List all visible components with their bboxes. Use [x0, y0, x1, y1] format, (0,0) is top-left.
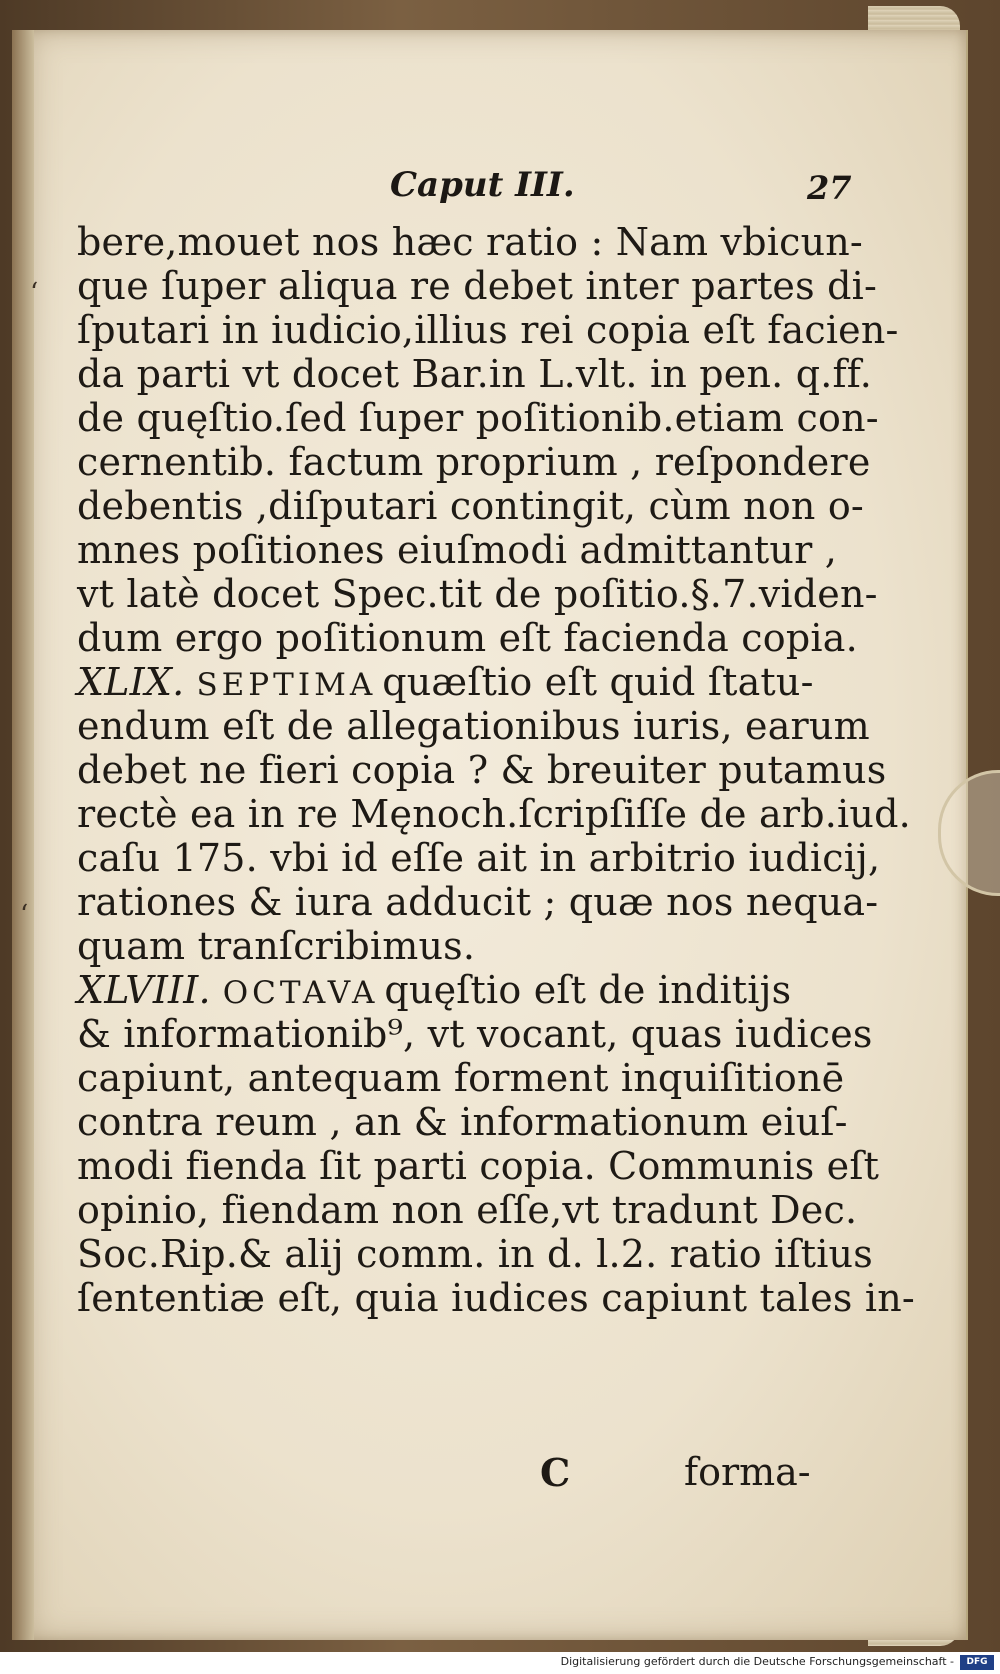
line-text: quæſtio eſt quid ſtatu- — [382, 660, 814, 704]
body-text — [77, 220, 915, 1320]
text-line — [77, 308, 899, 352]
margin-mark: ʻ — [20, 900, 29, 930]
text-line — [77, 352, 872, 396]
line-text: opinio, fiendam non eſſe,vt tradunt Dec. — [77, 1188, 858, 1232]
line-text: rectè ea in re Męnoch.ſcripſiſſe de arb.iud. — [77, 792, 911, 836]
line-text: dum ergo poſitionum eſt facienda copia. — [77, 616, 858, 660]
text-line — [77, 572, 878, 616]
text-line — [77, 616, 858, 660]
line-text: Soc.Rip.& alij comm. in d. l.2. ratio iſtius — [77, 1232, 873, 1276]
line-text: modi fienda ſit parti copia. Communis eſt — [77, 1144, 880, 1188]
text-line — [77, 1012, 873, 1056]
text-line — [77, 264, 877, 308]
text-line — [77, 792, 911, 836]
book-page — [12, 30, 968, 1640]
line-text: endum eſt de allegationibus iuris, earum — [77, 704, 870, 748]
page-gutter — [12, 30, 34, 1640]
text-line — [77, 1188, 858, 1232]
text-line — [77, 968, 837, 1012]
text-line — [77, 836, 881, 880]
line-text: capiunt, antequam forment inquiſitionē — [77, 1056, 845, 1100]
signature-mark: C — [540, 1450, 571, 1495]
footer-credit: Digitalisierung gefördert durch die Deutsche Forschungsgemeinschaft - — [560, 1655, 954, 1668]
text-line — [77, 220, 863, 264]
line-text: rationes & iura adducit ; quæ nos nequa- — [77, 880, 879, 924]
text-line — [77, 1276, 915, 1320]
text-line — [77, 528, 837, 572]
text-line — [77, 440, 871, 484]
dfg-logo: DFG — [960, 1655, 994, 1670]
text-line — [77, 660, 837, 704]
text-line — [77, 924, 837, 968]
line-text: de quęſtio.ſed ſuper poſitionib.etiam con- — [77, 396, 879, 440]
catchline — [12, 1450, 966, 1494]
digitization-footer — [0, 1652, 1000, 1674]
line-text: ſententiæ eſt, quia iudices capiunt tales in- — [77, 1276, 915, 1320]
line-text: vt latè docet Spec.tit de poſitio.§.7.viden- — [77, 572, 878, 616]
text-line — [77, 880, 879, 924]
text-line — [77, 1100, 848, 1144]
text-line — [77, 1056, 845, 1100]
line-text: mnes poſitiones eiuſmodi admittantur , — [77, 528, 837, 572]
text-line — [77, 704, 870, 748]
paragraph-lead-word: SEPTIMA — [196, 667, 377, 703]
line-text: debentis ,diſputari contingit, cùm non o- — [77, 484, 864, 528]
text-line — [77, 1232, 873, 1276]
page-number: 27 — [807, 169, 852, 207]
paragraph-number: XLIX. — [77, 660, 185, 704]
margin-mark: ʻ — [30, 278, 39, 308]
paragraph-lead-word: OCTAVA — [222, 975, 379, 1011]
line-text: cernentib. factum proprium , reſpondere — [77, 440, 871, 484]
text-line — [77, 1144, 880, 1188]
line-text: & informationib⁹, vt vocant, quas iudices — [77, 1012, 873, 1056]
line-text: caſu 175. vbi id eſſe ait in arbitrio iudicij, — [77, 836, 881, 880]
running-title: Caput III. — [390, 165, 575, 205]
line-text: debet ne fieri copia ? & breuiter putamus — [77, 748, 887, 792]
text-line — [77, 748, 887, 792]
paragraph-number: XLVIII. — [77, 968, 211, 1012]
page-header — [12, 165, 966, 213]
text-line — [77, 484, 864, 528]
line-text: ſputari in iudicio,illius rei copia eſt facien- — [77, 308, 899, 352]
line-text: da parti vt docet Bar.in L.vlt. in pen. q.ff. — [77, 352, 872, 396]
catchword: forma- — [684, 1450, 811, 1494]
line-text: quam tranſcribimus. — [77, 924, 476, 968]
line-text: que ſuper aliqua re debet inter partes di- — [77, 264, 877, 308]
line-text: bere,mouet nos hæc ratio : Nam vbicun- — [77, 220, 863, 264]
line-text: quęſtio eſt de inditijs — [384, 968, 792, 1012]
line-text: contra reum , an & informationum eiuſ- — [77, 1100, 848, 1144]
text-line — [77, 396, 879, 440]
